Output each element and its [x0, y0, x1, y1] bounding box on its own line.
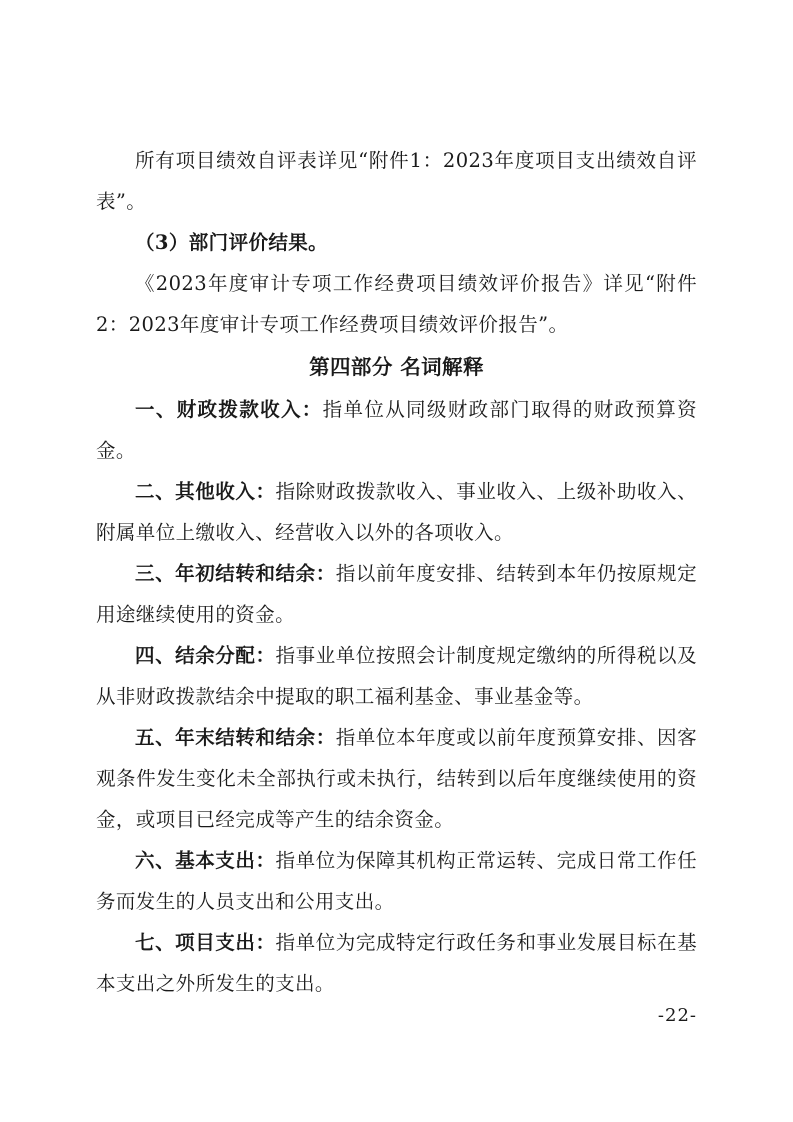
term-beginning-carryover-and-surplus [96, 553, 697, 635]
term-definition: 指单位本年度或以前年度预算安排、因客观条件发生变化未全部执行或未执行，结转到以后年度继续使用的资金，或项目已经完成等产生的结余资金。 [96, 726, 697, 831]
term-definition: 指单位从同级财政部门取得的财政预算资金。 [96, 398, 697, 462]
paragraph-self-eval-tables: 所有项目绩效自评表详见“附件1：2023年度项目支出绩效自评表”。 [96, 149, 697, 213]
term-label: 四、结余分配： [135, 644, 276, 667]
term-label: 三、年初结转和结余： [135, 562, 336, 585]
term-definition: 指单位为完成特定行政任务和事业发展目标在基本支出之外所发生的支出。 [96, 931, 697, 995]
term-definition: 指事业单位按照会计制度规定缴纳的所得税以及从非财政拨款结余中提取的职工福利基金、事业基金等。 [96, 644, 697, 708]
term-definition: 指除财政拨款收入、事业收入、上级补助收入、附属单位上缴收入、经营收入以外的各项收入。 [96, 480, 697, 544]
term-surplus-distribution [96, 635, 697, 717]
term-label: 二、其他收入： [135, 480, 276, 503]
section-heading-part-four: 第四部分 名词解释 [309, 355, 484, 379]
document-body [96, 140, 697, 1004]
term-label: 六、基本支出： [135, 849, 276, 872]
term-project-expenditure [96, 922, 697, 1004]
term-label: 一、财政拨款收入： [135, 398, 323, 421]
term-definition: 指以前年度安排、结转到本年仍按原规定用途继续使用的资金。 [96, 562, 697, 626]
term-other-income [96, 471, 697, 553]
page-number: -22- [657, 1005, 697, 1026]
term-year-end-carryover-and-surplus [96, 717, 697, 840]
term-fiscal-appropriation-income [96, 389, 697, 471]
term-basic-expenditure [96, 840, 697, 922]
term-label: 五、年末结转和结余： [135, 726, 336, 749]
paragraph-eval-report-reference: 《2023年度审计专项工作经费项目绩效评价报告》详见“附件2：2023年度审计专项工作经费项目绩效评价报告”。 [96, 272, 697, 336]
term-definition: 指单位为保障其机构正常运转、完成日常工作任务而发生的人员支出和公用支出。 [96, 849, 697, 913]
term-label: 七、项目支出： [135, 931, 276, 954]
paragraph-department-eval-result-heading: （3）部门评价结果。 [135, 231, 329, 254]
